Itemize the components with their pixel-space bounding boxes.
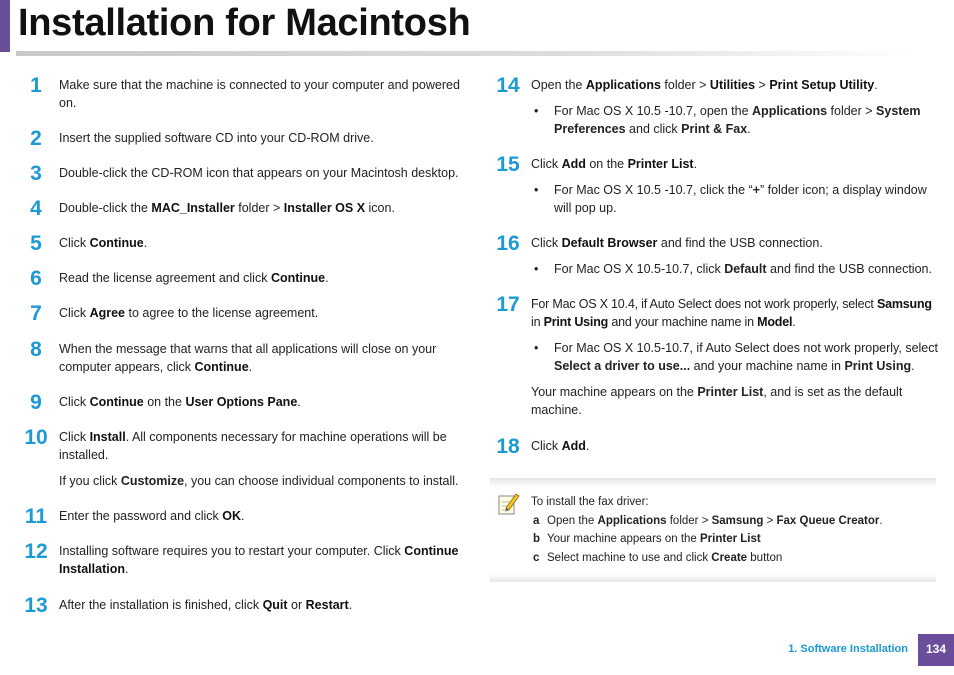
step-number: 7 bbox=[30, 302, 42, 325]
note-item-c bbox=[531, 549, 931, 568]
step-text: Click Add on the Printer List. bbox=[531, 157, 698, 171]
step-number: 16 bbox=[496, 232, 520, 255]
step-text: Click Default Browser and find the USB connection. bbox=[531, 236, 823, 250]
step-13 bbox=[18, 594, 468, 617]
footer-section-link[interactable]: 1. Software Installation bbox=[788, 643, 908, 655]
step-note: If you click Customize, you can choose individual components to install. bbox=[59, 474, 459, 488]
note-item-a bbox=[531, 512, 931, 531]
note-letter: a bbox=[533, 514, 540, 527]
step-4 bbox=[18, 197, 468, 220]
note-letter: c bbox=[533, 551, 540, 564]
note-item-b bbox=[531, 530, 931, 549]
step-12 bbox=[18, 542, 468, 578]
steps-left-column bbox=[18, 74, 468, 617]
step-7 bbox=[18, 302, 468, 325]
step-number: 4 bbox=[30, 197, 42, 220]
step-number: 9 bbox=[30, 391, 42, 414]
step-text: Insert the supplied software CD into your CD-ROM drive. bbox=[59, 131, 374, 145]
step-number: 13 bbox=[24, 594, 48, 617]
step-text: When the message that warns that all applications will close on your computer appears, click Continue. bbox=[59, 342, 437, 374]
step-8 bbox=[18, 340, 468, 376]
note-pencil-icon bbox=[498, 492, 520, 516]
step-text: Click Install. All components necessary for machine operations will be installed. bbox=[59, 430, 447, 462]
step-number: 17 bbox=[496, 293, 520, 316]
step-text: Click Add. bbox=[531, 439, 590, 453]
bullet-dot: • bbox=[534, 262, 539, 276]
step-bullet bbox=[531, 260, 940, 278]
fax-driver-note bbox=[490, 478, 936, 582]
step-10 bbox=[18, 428, 468, 490]
step-3 bbox=[18, 162, 468, 185]
note-item-text: Your machine appears on the Printer List bbox=[547, 533, 761, 545]
step-number: 8 bbox=[30, 338, 42, 361]
bullet-dot: • bbox=[534, 183, 539, 197]
title-divider bbox=[16, 51, 918, 56]
step-number: 5 bbox=[30, 232, 42, 255]
step-6 bbox=[18, 267, 468, 290]
step-number: 6 bbox=[30, 267, 42, 290]
step-18 bbox=[490, 435, 940, 458]
note-item-text: Select machine to use and click Create button bbox=[547, 551, 783, 564]
step-text: Make sure that the machine is connected to your computer and powered on. bbox=[59, 78, 460, 110]
title-accent-bar bbox=[0, 0, 10, 52]
step-11 bbox=[18, 505, 468, 528]
step-text: Click Agree to agree to the license agreement. bbox=[59, 306, 319, 320]
page-title: Installation for Macintosh bbox=[18, 2, 471, 44]
step-text: Open the Applications folder > Utilities > Print Setup Utility. bbox=[531, 78, 878, 92]
step-text: For Mac OS X 10.4, if Auto Select does not work properly, select Samsung in Print Using and your machine name in Model. bbox=[531, 297, 932, 329]
step-text: After the installation is finished, click Quit or Restart. bbox=[59, 598, 353, 612]
step-text: Read the license agreement and click Continue. bbox=[59, 271, 329, 285]
step-number: 18 bbox=[496, 435, 520, 458]
step-number: 10 bbox=[24, 426, 48, 449]
bullet-text: For Mac OS X 10.5-10.7, if Auto Select does not work properly, select Select a driver to use... and your machine name in Print Using. bbox=[554, 341, 938, 373]
step-text: Installing software requires you to restart your computer. Click Continue Installation. bbox=[59, 544, 459, 576]
note-item-text: Open the Applications folder > Samsung > Fax Queue Creator. bbox=[547, 514, 883, 527]
step-9 bbox=[18, 391, 468, 414]
step-bullet bbox=[531, 339, 940, 375]
step-2 bbox=[18, 127, 468, 150]
bullet-text: For Mac OS X 10.5 -10.7, open the Applications folder > System Preferences and click Print & Fax. bbox=[554, 104, 921, 136]
page-number-badge: 134 bbox=[918, 634, 954, 666]
step-text: Click Continue on the User Options Pane. bbox=[59, 395, 301, 409]
step-1 bbox=[18, 76, 468, 112]
step-number: 12 bbox=[24, 540, 48, 563]
note-content bbox=[531, 493, 931, 567]
step-15 bbox=[490, 155, 940, 217]
bullet-dot: • bbox=[534, 104, 539, 118]
note-intro: To install the fax driver: bbox=[531, 496, 649, 508]
step-bullet bbox=[531, 102, 940, 138]
step-17 bbox=[490, 295, 940, 419]
step-note: Your machine appears on the Printer List, and is set as the default machine. bbox=[531, 385, 903, 417]
bullet-dot: • bbox=[534, 341, 539, 355]
note-letter: b bbox=[533, 533, 541, 545]
step-number: 2 bbox=[30, 127, 42, 150]
bullet-text: For Mac OS X 10.5-10.7, click Default and find the USB connection. bbox=[554, 262, 932, 276]
step-14 bbox=[490, 76, 940, 138]
step-number: 11 bbox=[24, 505, 48, 528]
step-5 bbox=[18, 232, 468, 255]
step-number: 3 bbox=[30, 162, 42, 185]
step-text: Double-click the MAC_Installer folder > Installer OS X icon. bbox=[59, 201, 395, 215]
bullet-text: For Mac OS X 10.5 -10.7, click the “+” folder icon; a display window will pop up. bbox=[554, 183, 927, 215]
steps-right-column bbox=[490, 74, 940, 458]
step-text: Double-click the CD-ROM icon that appears on your Macintosh desktop. bbox=[59, 166, 459, 180]
step-bullet bbox=[531, 181, 940, 217]
step-text: Click Continue. bbox=[59, 236, 148, 250]
step-number: 1 bbox=[30, 74, 42, 97]
step-16 bbox=[490, 234, 940, 278]
step-number: 15 bbox=[496, 153, 520, 176]
step-number: 14 bbox=[496, 74, 520, 97]
step-text: Enter the password and click OK. bbox=[59, 509, 245, 523]
